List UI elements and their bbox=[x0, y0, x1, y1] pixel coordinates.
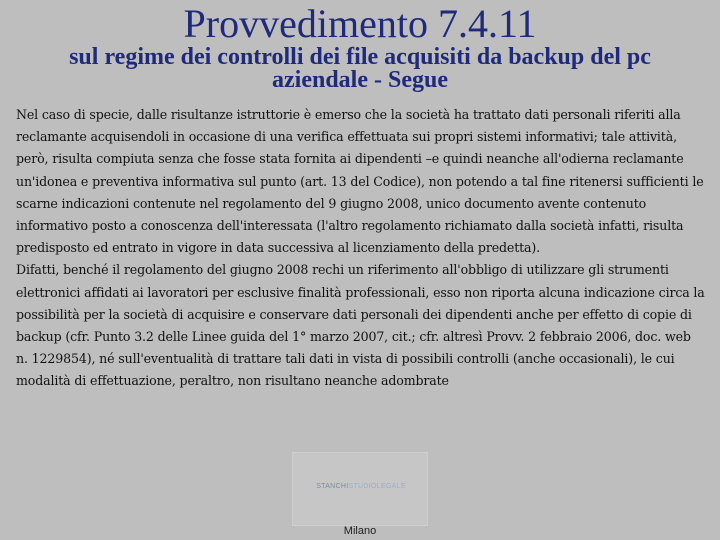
paragraph-2: Difatti, benché il regolamento del giugno 2008 rechi un riferimento all'obbligo di utilizzare gli strumenti elettronici affidati ai lavoratori per esclusive finalità professionali, esso non riporta alcuna indicazione circa la possibilità per la società di acquisire e conservare dati personali dei dipendenti anche per effetto di copie di backup (cfr. Punto 3.2 delle Linee guida del 1° marzo 2007, cit.; cfr. altresì Provv. 2 febbraio 2006, doc. web n. 1229854), né sull'eventualità di trattare tali dati in vista di possibili controlli (anche occasionali), le cui modalità di effettuazione, peraltro, non risultano neanche adombrate bbox=[16, 262, 705, 389]
firm-logo bbox=[292, 452, 428, 526]
slide-title: Provvedimento 7.4.11 bbox=[183, 1, 537, 46]
logo-part-1: STANCHI bbox=[316, 483, 349, 490]
logo-part-2: STUDIOLEGALE bbox=[348, 483, 406, 490]
slide-subtitle: sul regime dei controlli dei file acquisiti da backup del pc aziendale - Segue bbox=[69, 44, 651, 93]
paragraph-1: Nel caso di specie, dalle risultanze istruttorie è emerso che la società ha trattato dati personali riferiti alla reclamante acquisendoli in occasione di una verifica effettuata sui propri sistemi informativi; tale attività, però, risulta compiuta senza che fosse stata fornita ai dipendenti –e quindi neanche all'odierna reclamante un'idonea e preventiva informativa sul punto (art. 13 del Codice), non potendo a tal fine ritenersi sufficienti le scarne indicazioni contenute nel regolamento del 9 giugno 2008, unico documento avente contenuto informativo posto a conoscenza dell'interessata (l'altro regolamento richiamato dalla società infatti, risulta predisposto ed entrato in vigore in data successiva al licenziamento della predetta). bbox=[16, 107, 704, 256]
firm-logo-text bbox=[299, 483, 423, 490]
body-text bbox=[16, 104, 706, 393]
footer-city: Milano bbox=[343, 525, 377, 537]
